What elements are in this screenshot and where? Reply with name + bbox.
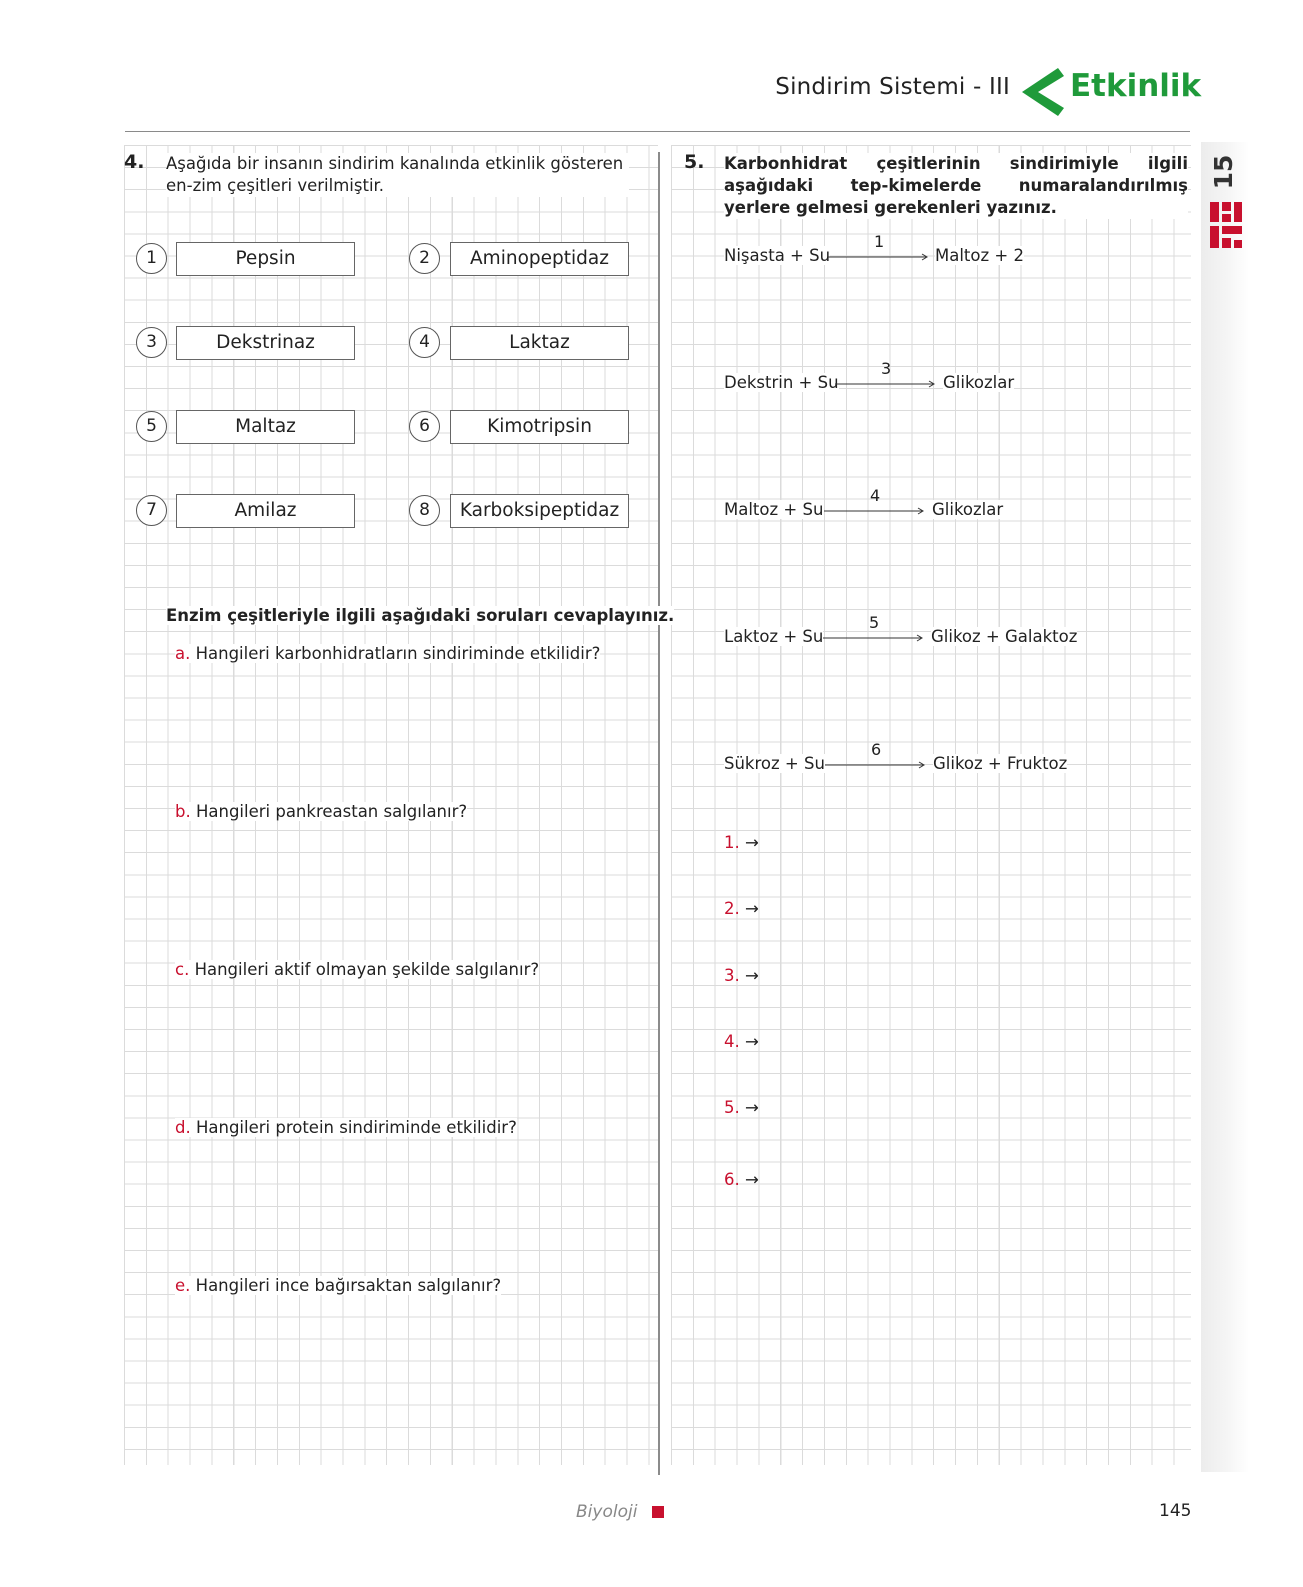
sub-question-text: Hangileri karbonhidratların sindiriminde etkilidir? (195, 644, 601, 663)
sub-question-text: Hangileri aktif olmayan şekilde salgılanır? (194, 960, 540, 979)
reaction-arrow-icon (824, 506, 928, 516)
sub-question-letter: e. (175, 1276, 191, 1295)
reaction-label: 3 (881, 359, 892, 378)
question-prompt: Karbonhidrat çeşitlerinin sindirimiyle ilgili aşağıdaki tep-kimelerde numaralandırılmış yerlere gelmesi gerekenleri yazınız. (724, 154, 1188, 217)
question-number: 5. (684, 151, 705, 173)
enzyme-number: 6 (409, 411, 440, 442)
reaction-products: Glikozlar (932, 500, 1004, 519)
answer-line (724, 899, 759, 918)
footer-square-icon (652, 1506, 664, 1518)
reaction-products: Glikoz + Galaktoz (931, 627, 1078, 646)
reaction-reactants: Nişasta + Su (724, 246, 831, 265)
reaction-products: Maltoz + 2 (935, 246, 1024, 265)
reaction-label: 6 (871, 740, 882, 759)
enzyme-box: Aminopeptidaz (450, 242, 629, 276)
arrow-right-icon: → (745, 966, 759, 985)
sub-question-a (175, 644, 600, 663)
enzyme-number: 3 (136, 327, 167, 358)
reaction-products: Glikozlar (943, 373, 1015, 392)
reaction-arrow-icon (828, 252, 932, 262)
answer-line (724, 1170, 759, 1189)
answer-line (724, 1032, 759, 1051)
reaction-label: 5 (869, 613, 880, 632)
grid-background-right (671, 145, 1191, 1465)
enzyme-number: 7 (136, 495, 167, 526)
enzyme-number: 8 (409, 495, 440, 526)
sub-question-d (175, 1118, 517, 1137)
sub-question-letter: c. (175, 960, 190, 979)
reaction-reactants: Sükroz + Su (724, 754, 825, 773)
reaction-reactants: Dekstrin + Su (724, 373, 839, 392)
sub-question-text: Hangileri protein sindiriminde etkilidir? (195, 1118, 517, 1137)
sub-question-letter: b. (175, 802, 191, 821)
arrow-right-icon: → (745, 1170, 759, 1189)
enzyme-number: 4 (409, 327, 440, 358)
enzyme-number: 5 (136, 411, 167, 442)
side-tab-number: 15 (1209, 154, 1238, 190)
enzyme-box: Amilaz (176, 494, 355, 528)
reaction-arrow-icon (835, 379, 939, 389)
question-prompt: Aşağıda bir insanın sindirim kanalında etkinlik gösteren en-zim çeşitleri verilmiştir. (166, 153, 629, 197)
publisher-logo-icon (1208, 200, 1244, 256)
enzyme-box: Laktaz (450, 326, 629, 360)
answer-number: 1. (724, 833, 740, 852)
sub-question-letter: d. (175, 1118, 191, 1137)
enzyme-box: Kimotripsin (450, 410, 629, 444)
arrow-right-icon: → (745, 1032, 759, 1051)
answer-number: 3. (724, 966, 740, 985)
brand-label: Etkinlik (1070, 68, 1202, 104)
answer-number: 2. (724, 899, 740, 918)
answer-number: 4. (724, 1032, 740, 1051)
column-divider (658, 152, 660, 1475)
reaction-label: 1 (874, 232, 885, 251)
arrow-right-icon: → (745, 1098, 759, 1117)
question-number: 4. (124, 151, 145, 173)
page-number: 145 (1159, 1501, 1192, 1521)
sub-question-b (175, 802, 467, 821)
answer-number: 6. (724, 1170, 740, 1189)
answer-number: 5. (724, 1098, 740, 1117)
reaction-arrow-icon (823, 633, 927, 643)
header-rule (125, 131, 1190, 132)
reaction-label: 4 (870, 486, 881, 505)
enzyme-number: 1 (136, 243, 167, 274)
arrow-right-icon: → (745, 899, 759, 918)
enzyme-box: Maltaz (176, 410, 355, 444)
answer-line (724, 833, 759, 852)
reaction-reactants: Maltoz + Su (724, 500, 824, 519)
reaction-products: Glikoz + Fruktoz (933, 754, 1068, 773)
chevron-left-icon (1018, 68, 1064, 116)
enzyme-number: 2 (409, 243, 440, 274)
enzyme-box: Karboksipeptidaz (450, 494, 629, 528)
footer-book-title: Biyoloji (576, 1502, 638, 1522)
sub-question-text: Hangileri ince bağırsaktan salgılanır? (195, 1276, 502, 1295)
enzyme-box: Pepsin (176, 242, 355, 276)
arrow-right-icon: → (745, 833, 759, 852)
sub-question-e (175, 1276, 501, 1295)
reaction-arrow-icon (825, 760, 929, 770)
section-title: Sindirim Sistemi - III (775, 74, 1010, 100)
sub-question-text: Hangileri pankreastan salgılanır? (195, 802, 468, 821)
reaction-reactants: Laktoz + Su (724, 627, 824, 646)
sub-question-letter: a. (175, 644, 191, 663)
sub-heading: Enzim çeşitleriyle ilgili aşağıdaki soruları cevaplayınız. (166, 606, 675, 625)
answer-line (724, 1098, 759, 1117)
side-tab (1201, 142, 1249, 1472)
answer-line (724, 966, 759, 985)
enzyme-box: Dekstrinaz (176, 326, 355, 360)
sub-question-c (175, 960, 539, 979)
